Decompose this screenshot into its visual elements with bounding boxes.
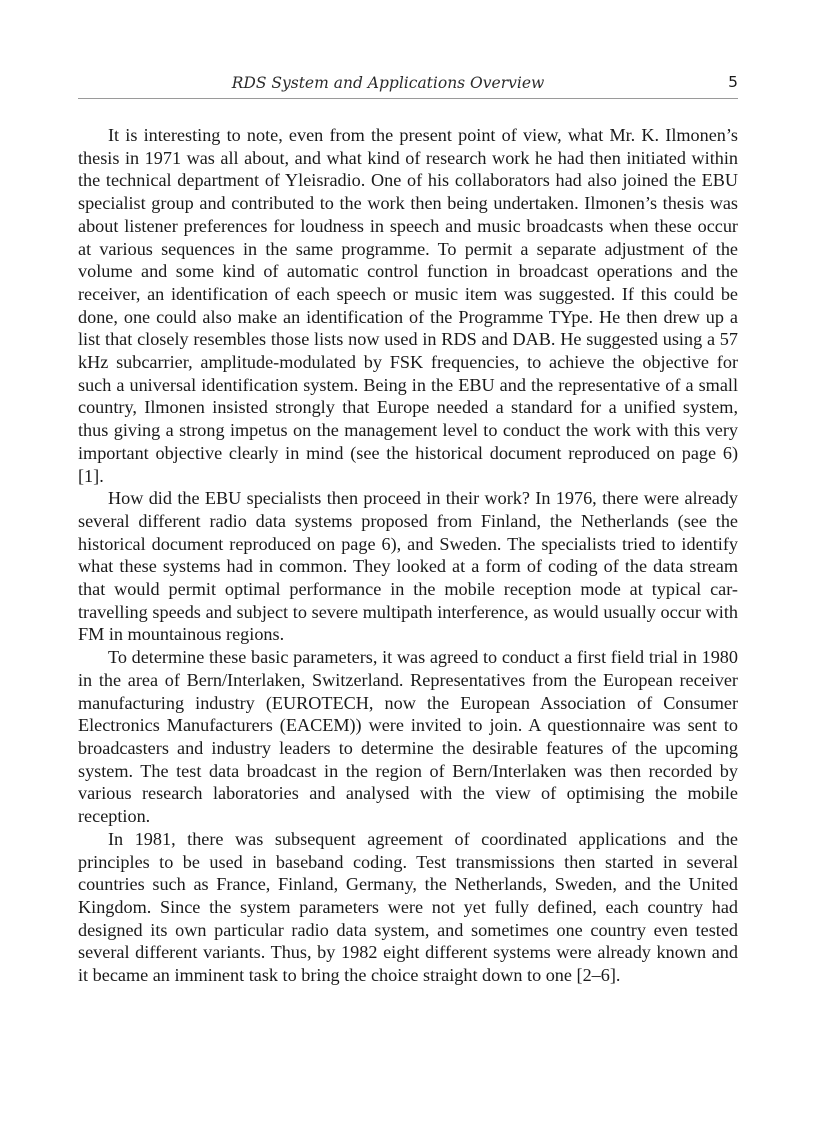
running-title: RDS System and Applications Overview — [231, 74, 545, 92]
paragraph: It is interesting to note, even from the present point of view, what Mr. K. Ilmonen’s thesis in 1971 was all about, and what kind of research work he had then initiated within the technical department of Yleisradio. One of his collaborators had also joined the EBU specialist group and contributed to the work then being undertaken. Ilmonen’s thesis was about listener preferences for loudness in speech and music broadcasts when these occur at various sequences in the same programme. To permit a separate adjustment of the volume and some kind of automatic control function in broadcast operations and the receiver, an identification of each speech or music item was suggested. If this could be done, one could also make an identification of the Programme TYpe. He then drew up a list that closely resembles those lists now used in RDS and DAB. He suggested using a 57 kHz subcarrier, amplitude-modulated by FSK frequencies, to achieve the objective for such a universal identification system. Being in the EBU and the representative of a small country, Ilmonen insisted strongly that Europe needed a standard for a unified system, thus giving a strong impetus on the management level to conduct the work with this very important objective clearly in mind (see the historical document reproduced on page 6) [1]. — [78, 125, 738, 486]
page-number: 5 — [728, 73, 738, 91]
body-text — [78, 124, 738, 987]
paragraph: How did the EBU specialists then proceed in their work? In 1976, there were already several different radio data systems proposed from Finland, the Netherlands (see the historical document reproduced on page 6), and Sweden. The specialists tried to identify what these systems had in common. They looked at a form of coding of the data stream that would permit optimal performance in the mobile reception mode at typical car-travelling speeds and subject to severe multipath interference, as would usually occur with FM in mountainous regions. — [78, 488, 738, 645]
header-divider — [78, 98, 738, 99]
paragraph: In 1981, there was subsequent agreement of coordinated applications and the principles to be used in baseband coding. Test transmissions then started in several countries such as France, Finland, Germany, the Netherlands, Sweden, and the United Kingdom. Since the system parameters were not yet fully defined, each country had designed its own particular radio data system, and sometimes one country even tested several different variants. Thus, by 1982 eight different systems were already known and it became an imminent task to bring the choice straight down to one [2–6]. — [78, 828, 738, 986]
running-header — [78, 70, 738, 96]
paragraph: To determine these basic parameters, it was agreed to conduct a first field trial in 1980 in the area of Bern/Interlaken, Switzerland. Representatives from the European receiver manufacturing industry (EUROTECH, now the European Association of Consumer Electronics Manufacturers (EACEM)) were invited to join. A questionnaire was sent to broadcasters and industry leaders to determine the desirable features of the upcoming system. The test data broadcast in the region of Bern/Interlaken was then recorded by various research laboratories and analysed with the view of optimising the mobile reception. — [78, 647, 738, 827]
